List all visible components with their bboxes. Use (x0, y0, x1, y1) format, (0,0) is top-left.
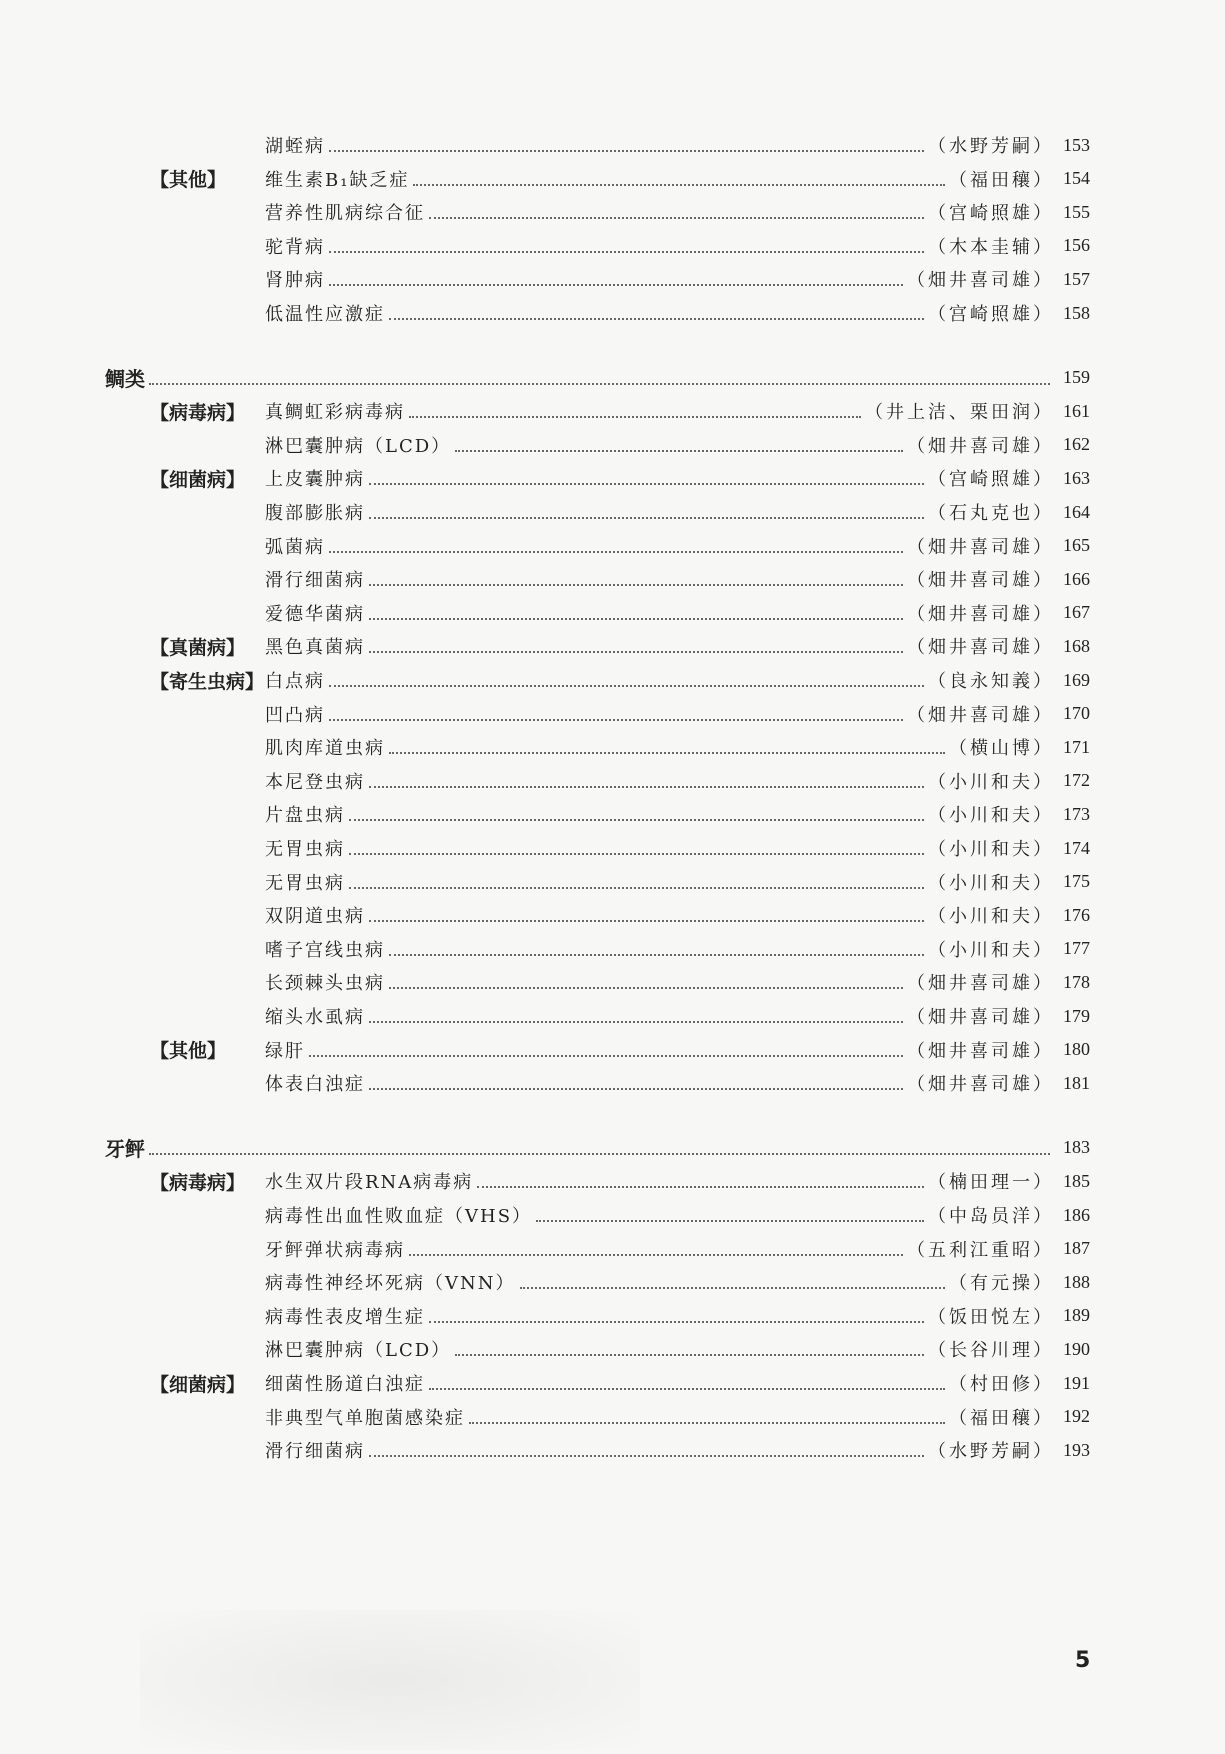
entry-title: 病毒性神经坏死病（VNN） (265, 1273, 516, 1295)
entry-author: （小川和夫） (928, 939, 1054, 961)
entry-author: （畑井喜司雄） (907, 536, 1054, 558)
leader-dots (455, 450, 903, 452)
entry-title: 肾肿病 (265, 270, 325, 292)
entry-author: （中岛员洋） (928, 1206, 1054, 1227)
entry-title: 爱德华菌病 (265, 603, 365, 625)
entry-title: 凹凸病 (265, 704, 325, 726)
toc-entry[interactable] (265, 231, 1090, 261)
entry-title: 无胃虫病 (265, 839, 345, 860)
entry-author: （畑井喜司雄） (907, 1007, 1054, 1028)
entry-author: （饭田悦左） (928, 1306, 1054, 1328)
entry-author: （长谷川理） (928, 1340, 1054, 1362)
entry-author: （畑井喜司雄） (907, 637, 1054, 659)
leader-dots (469, 1422, 945, 1424)
entry-page: 153 (1063, 134, 1090, 155)
entry-author: （宫崎照雄） (928, 304, 1054, 325)
leader-dots (477, 1186, 924, 1188)
entry-author: （畑井喜司雄） (907, 1074, 1054, 1096)
entry-author: （小川和夫） (928, 805, 1054, 827)
toc-entry[interactable] (265, 1402, 1090, 1432)
toc-entry[interactable] (150, 396, 1090, 426)
category-label: 【病毒病】 (150, 401, 246, 424)
toc-entry[interactable] (265, 1068, 1090, 1098)
entry-author: （村田修） (949, 1374, 1054, 1395)
toc-entry[interactable] (265, 1200, 1090, 1230)
entry-author: （井上洁、栗田润） (865, 402, 1054, 424)
leader-dots (369, 1088, 903, 1090)
leader-dots (309, 1055, 903, 1057)
entry-page: 190 (1063, 1338, 1090, 1359)
entry-author: （小川和夫） (928, 906, 1054, 928)
section-title: 鲷类 (105, 367, 145, 392)
entry-page: 176 (1063, 904, 1090, 925)
entry-author: （五利江重昭） (907, 1239, 1054, 1261)
toc-entry[interactable] (265, 298, 1090, 328)
entry-page: 180 (1063, 1039, 1090, 1060)
entry-title: 真鲷虹彩病毒病 (265, 402, 405, 424)
toc-entry[interactable] (265, 1301, 1090, 1331)
category-label: 【寄生虫病】 (150, 670, 265, 693)
toc-entry[interactable] (265, 732, 1090, 762)
entry-page: 162 (1063, 434, 1090, 455)
category-label: 【其他】 (150, 1040, 227, 1063)
toc-entry[interactable] (265, 564, 1090, 594)
entry-page: 158 (1063, 302, 1090, 323)
toc-entry[interactable] (265, 264, 1090, 294)
entry-title: 淋巴囊肿病（LCD） (265, 435, 452, 457)
toc-section-heading[interactable] (105, 363, 1090, 393)
leader-dots (429, 1321, 924, 1323)
leader-dots (389, 954, 924, 956)
entry-author: （畑井喜司雄） (907, 704, 1054, 726)
leader-dots (369, 1021, 903, 1023)
entry-author: （畑井喜司雄） (907, 435, 1054, 457)
entry-page: 185 (1063, 1170, 1090, 1191)
toc-entry[interactable] (150, 164, 1090, 194)
entry-title: 黑色真菌病 (265, 637, 365, 659)
category-label: 【其他】 (150, 169, 227, 192)
toc-entry[interactable] (265, 598, 1090, 628)
entry-title: 滑行细菌病 (265, 1441, 365, 1463)
toc-entry[interactable] (265, 1267, 1090, 1297)
scan-shadow (140, 1610, 640, 1750)
section-title: 牙鲆 (105, 1137, 145, 1162)
leader-dots (329, 551, 903, 553)
entry-author: （小川和夫） (928, 771, 1054, 793)
entry-page: 169 (1063, 669, 1090, 690)
entry-page: 167 (1063, 602, 1090, 623)
entry-page: 174 (1063, 837, 1090, 858)
entry-page: 166 (1063, 568, 1090, 589)
toc-entry[interactable] (265, 430, 1090, 460)
entry-title: 细菌性肠道白浊症 (265, 1374, 425, 1395)
entry-author: （小川和夫） (928, 839, 1054, 860)
entry-page: 157 (1063, 268, 1090, 289)
entry-page: 164 (1063, 501, 1090, 522)
toc-entry[interactable] (265, 497, 1090, 527)
page-number: 5 (1075, 1648, 1091, 1673)
entry-page: 154 (1063, 168, 1090, 189)
toc-entry[interactable] (265, 1435, 1090, 1465)
entry-author: （石丸克也） (928, 503, 1054, 524)
entry-title: 低温性应激症 (265, 304, 385, 325)
entry-title: 病毒性出血性败血症（VHS） (265, 1206, 533, 1227)
entry-title: 肌肉库道虫病 (265, 738, 385, 760)
entry-title: 无胃虫病 (265, 872, 345, 894)
category-label: 【细菌病】 (150, 468, 246, 491)
entry-title: 腹部膨胀病 (265, 503, 365, 524)
toc-entry[interactable] (150, 1166, 1090, 1196)
entry-page: 191 (1063, 1372, 1090, 1393)
leader-dots (520, 1287, 946, 1289)
toc-entry[interactable] (265, 766, 1090, 796)
leader-dots (369, 1455, 924, 1457)
toc-entry[interactable] (265, 1234, 1090, 1264)
entry-page: 168 (1063, 635, 1090, 656)
entry-page: 156 (1063, 235, 1090, 256)
entry-author: （宫崎照雄） (928, 469, 1054, 491)
entry-title: 弧菌病 (265, 536, 325, 558)
category-label: 【病毒病】 (150, 1171, 246, 1194)
entry-author: （福田穰） (949, 1407, 1054, 1429)
toc-entry[interactable] (265, 1001, 1090, 1031)
toc-entry[interactable] (265, 197, 1090, 227)
entry-page: 165 (1063, 535, 1090, 556)
entry-author: （楠田理一） (928, 1172, 1054, 1194)
entry-title: 非典型气单胞菌感染症 (265, 1407, 465, 1429)
entry-title: 牙鲆弹状病毒病 (265, 1239, 405, 1261)
entry-page: 170 (1063, 703, 1090, 724)
entry-author: （畑井喜司雄） (907, 1040, 1054, 1062)
leader-dots (349, 887, 924, 889)
entry-title: 上皮囊肿病 (265, 469, 365, 491)
leader-dots (369, 618, 903, 620)
toc-entry[interactable] (150, 665, 1090, 695)
leader-dots (329, 685, 924, 687)
entry-page: 171 (1063, 736, 1090, 757)
section-page: 183 (1063, 1137, 1090, 1158)
leader-dots (369, 584, 903, 586)
entry-page: 189 (1063, 1305, 1090, 1326)
leader-dots (413, 184, 945, 186)
entry-page: 161 (1063, 400, 1090, 421)
entry-author: （畑井喜司雄） (907, 270, 1054, 292)
leader-dots (536, 1220, 924, 1222)
leader-dots (149, 383, 1050, 385)
entry-author: （小川和夫） (928, 872, 1054, 894)
entry-author: （水野芳嗣） (928, 136, 1054, 157)
entry-page: 163 (1063, 467, 1090, 488)
toc-entry[interactable] (265, 934, 1090, 964)
toc-entry[interactable] (265, 867, 1090, 897)
entry-author: （畑井喜司雄） (907, 570, 1054, 592)
toc-entry[interactable] (265, 900, 1090, 930)
entry-title: 本尼登虫病 (265, 771, 365, 793)
leader-dots (409, 1254, 903, 1256)
toc-entry[interactable] (265, 130, 1090, 160)
toc-entry[interactable] (265, 799, 1090, 829)
toc-entry[interactable] (150, 1035, 1090, 1065)
entry-page: 181 (1063, 1072, 1090, 1093)
entry-title: 维生素B₁缺乏症 (265, 169, 410, 191)
entry-page: 173 (1063, 803, 1090, 824)
category-label: 【细菌病】 (150, 1373, 246, 1396)
leader-dots (369, 517, 924, 519)
toc-entry[interactable] (265, 531, 1090, 561)
entry-title: 嗜子宫线虫病 (265, 939, 385, 961)
toc-entry[interactable] (150, 631, 1090, 661)
toc-entry[interactable] (265, 699, 1090, 729)
entry-title: 体表白浊症 (265, 1074, 365, 1096)
leader-dots (369, 920, 924, 922)
entry-page: 175 (1063, 871, 1090, 892)
entry-author: （水野芳嗣） (928, 1441, 1054, 1463)
entry-author: （畑井喜司雄） (907, 603, 1054, 625)
leader-dots (149, 1153, 1050, 1155)
leader-dots (329, 719, 903, 721)
entry-author: （横山博） (949, 738, 1054, 760)
entry-author: （木本圭辅） (928, 236, 1054, 258)
toc-entry[interactable] (265, 967, 1090, 997)
entry-title: 驼背病 (265, 236, 325, 258)
toc-entry[interactable] (265, 833, 1090, 863)
leader-dots (329, 284, 903, 286)
entry-page: 193 (1063, 1439, 1090, 1460)
entry-page: 179 (1063, 1005, 1090, 1026)
entry-title: 缩头水虱病 (265, 1007, 365, 1028)
entry-title: 长颈棘头虫病 (265, 973, 385, 995)
leader-dots (389, 752, 945, 754)
leader-dots (349, 853, 924, 855)
entry-author: （福田穰） (949, 169, 1054, 191)
entry-page: 177 (1063, 938, 1090, 959)
leader-dots (429, 217, 924, 219)
toc-section-heading[interactable] (105, 1133, 1090, 1163)
toc-entry[interactable] (150, 1368, 1090, 1398)
entry-page: 192 (1063, 1406, 1090, 1427)
entry-title: 滑行细菌病 (265, 570, 365, 592)
leader-dots (429, 1388, 945, 1390)
entry-title: 湖蛭病 (265, 136, 325, 157)
entry-author: （畑井喜司雄） (907, 973, 1054, 995)
entry-page: 188 (1063, 1271, 1090, 1292)
leader-dots (329, 251, 924, 253)
entry-title: 绿肝 (265, 1040, 305, 1062)
section-page: 159 (1063, 367, 1090, 388)
entry-author: （有元操） (949, 1273, 1054, 1295)
leader-dots (455, 1354, 924, 1356)
entry-title: 病毒性表皮增生症 (265, 1306, 425, 1328)
entry-title: 营养性肌病综合征 (265, 203, 425, 225)
entry-title: 双阴道虫病 (265, 906, 365, 928)
leader-dots (369, 483, 924, 485)
leader-dots (349, 819, 924, 821)
entry-page: 155 (1063, 201, 1090, 222)
leader-dots (369, 651, 903, 653)
entry-page: 187 (1063, 1238, 1090, 1259)
toc-entry[interactable] (150, 463, 1090, 493)
leader-dots (389, 318, 924, 320)
leader-dots (409, 416, 861, 418)
leader-dots (329, 150, 924, 152)
toc-entry[interactable] (265, 1334, 1090, 1364)
entry-title: 片盘虫病 (265, 805, 345, 827)
entry-author: （宫崎照雄） (928, 203, 1054, 225)
leader-dots (389, 987, 903, 989)
entry-page: 172 (1063, 770, 1090, 791)
category-label: 【真菌病】 (150, 636, 246, 659)
leader-dots (369, 786, 924, 788)
entry-title: 白点病 (265, 671, 325, 692)
entry-page: 178 (1063, 971, 1090, 992)
entry-title: 淋巴囊肿病（LCD） (265, 1340, 452, 1362)
entry-title: 水生双片段RNA病毒病 (265, 1172, 474, 1194)
entry-page: 186 (1063, 1204, 1090, 1225)
entry-author: （良永知義） (928, 671, 1054, 692)
